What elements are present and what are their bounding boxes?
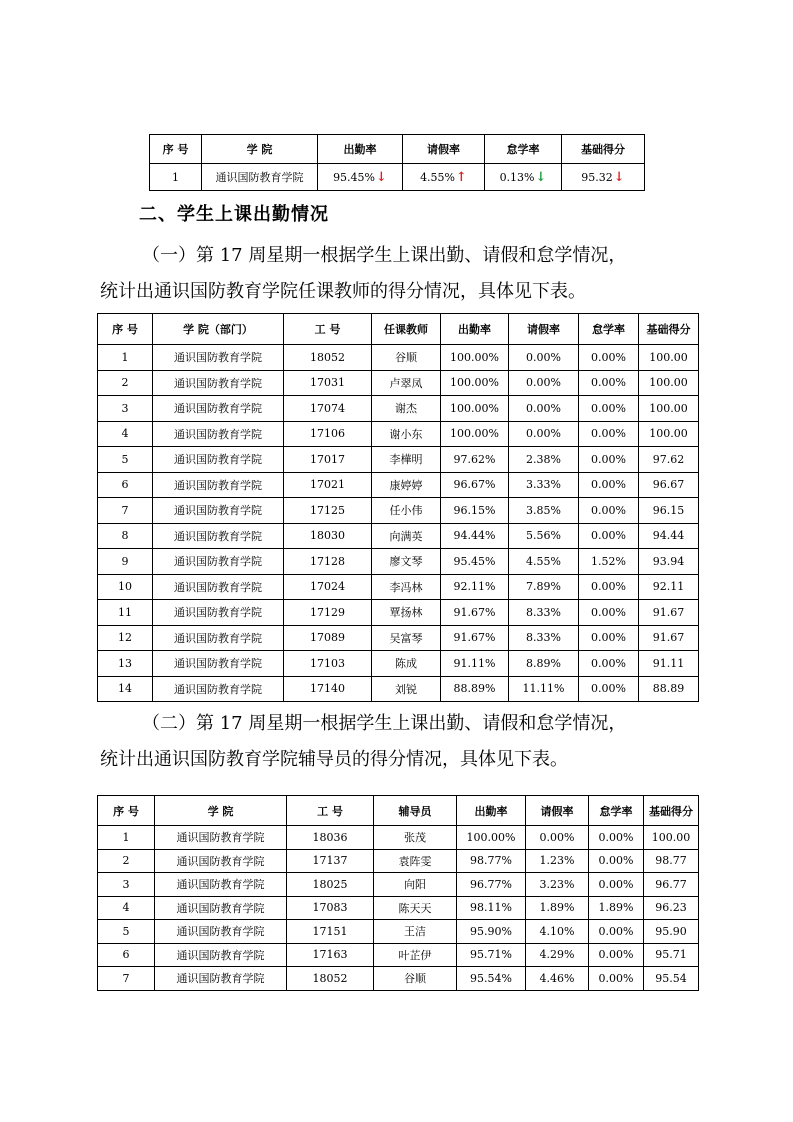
header-no: 序 号 xyxy=(98,796,155,826)
table-cell: 0.00% xyxy=(579,370,639,396)
table-cell: 17125 xyxy=(284,498,372,524)
table-cell: 0.00% xyxy=(509,345,579,371)
table-cell: 向阳 xyxy=(374,873,457,897)
arrow-down-icon: ↓ xyxy=(613,169,625,185)
table-row xyxy=(98,421,699,447)
summary-row xyxy=(150,164,645,191)
table-cell: 95.71% xyxy=(457,943,526,967)
table-cell: 17017 xyxy=(284,447,372,473)
table-cell: 9 xyxy=(98,549,153,575)
table-cell: 4 xyxy=(98,896,155,920)
table-row xyxy=(98,345,699,371)
table-cell: 1.52% xyxy=(579,549,639,575)
header-idle: 怠学率 xyxy=(589,796,644,826)
table-cell: 康婷婷 xyxy=(372,472,441,498)
table-cell: 通识国防教育学院 xyxy=(155,967,287,991)
table-cell: 刘锐 xyxy=(372,676,441,702)
table-row xyxy=(98,849,699,873)
table-cell: 100.00% xyxy=(441,396,509,422)
table-cell: 17021 xyxy=(284,472,372,498)
table-cell: 谷顺 xyxy=(374,967,457,991)
table-cell: 通识国防教育学院 xyxy=(153,396,284,422)
table-cell: 0.00% xyxy=(589,920,644,944)
table-cell: 98.11% xyxy=(457,896,526,920)
table-row xyxy=(98,447,699,473)
header-score: 基础得分 xyxy=(639,314,699,345)
table-cell: 张茂 xyxy=(374,826,457,850)
table-cell: 17137 xyxy=(287,849,374,873)
table-cell: 通识国防教育学院 xyxy=(153,345,284,371)
table-cell: 96.67% xyxy=(441,472,509,498)
table-cell: 12 xyxy=(98,625,153,651)
header-no: 序 号 xyxy=(98,314,153,345)
table-cell: 100.00 xyxy=(639,396,699,422)
summary-leave-cell xyxy=(403,164,485,191)
table-cell: 92.11% xyxy=(441,574,509,600)
table-cell: 17163 xyxy=(287,943,374,967)
table-cell: 2 xyxy=(98,370,153,396)
table-cell: 95.90 xyxy=(644,920,699,944)
table-cell: 17128 xyxy=(284,549,372,575)
table-cell: 通识国防教育学院 xyxy=(155,896,287,920)
table-row xyxy=(98,549,699,575)
table-cell: 91.67% xyxy=(441,600,509,626)
header-college: 学 院（部门） xyxy=(153,314,284,345)
header-leave: 请假率 xyxy=(403,135,485,164)
table-cell: 18052 xyxy=(287,967,374,991)
table-cell: 91.11% xyxy=(441,651,509,677)
table-cell: 91.67% xyxy=(441,625,509,651)
table-cell: 通识国防教育学院 xyxy=(155,873,287,897)
header-attendance: 出勤率 xyxy=(441,314,509,345)
table-cell: 8 xyxy=(98,523,153,549)
table-cell: 谢小东 xyxy=(372,421,441,447)
table-cell: 通识国防教育学院 xyxy=(155,849,287,873)
table-cell: 14 xyxy=(98,676,153,702)
table-cell: 陈天天 xyxy=(374,896,457,920)
summary-attendance: 95.45% xyxy=(333,170,376,184)
table-cell: 3.33% xyxy=(509,472,579,498)
header-leave: 请假率 xyxy=(526,796,589,826)
summary-header-row xyxy=(150,135,645,164)
table-cell: 17103 xyxy=(284,651,372,677)
table-cell: 96.15 xyxy=(639,498,699,524)
table-cell: 0.00% xyxy=(589,849,644,873)
table-cell: 0.00% xyxy=(526,826,589,850)
table-cell: 4.29% xyxy=(526,943,589,967)
table-cell: 0.00% xyxy=(579,651,639,677)
table-cell: 13 xyxy=(98,651,153,677)
teacher-table xyxy=(97,313,699,702)
table-cell: 17129 xyxy=(284,600,372,626)
table-cell: 100.00 xyxy=(639,421,699,447)
table-cell: 5.56% xyxy=(509,523,579,549)
table-cell: 18052 xyxy=(284,345,372,371)
summary-leave: 4.55% xyxy=(420,170,456,184)
table-row xyxy=(98,920,699,944)
table-cell: 18030 xyxy=(284,523,372,549)
header-idle: 怠学率 xyxy=(579,314,639,345)
table-cell: 0.00% xyxy=(589,943,644,967)
table-row xyxy=(98,873,699,897)
table-cell: 1 xyxy=(98,826,155,850)
table-cell: 通识国防教育学院 xyxy=(155,920,287,944)
table-row xyxy=(98,967,699,991)
paragraph-line: （一）第 17 周星期一根据学生上课出勤、请假和怠学情况， xyxy=(142,245,627,266)
table-cell: 通识国防教育学院 xyxy=(155,943,287,967)
table-cell: 11.11% xyxy=(509,676,579,702)
summary-no: 1 xyxy=(150,164,202,191)
table-cell: 3.23% xyxy=(526,873,589,897)
section-heading: 二、学生上课出勤情况 xyxy=(139,204,329,225)
table-cell: 覃扬林 xyxy=(372,600,441,626)
table-cell: 3.85% xyxy=(509,498,579,524)
teacher-header-row xyxy=(98,314,699,345)
table-cell: 0.00% xyxy=(579,472,639,498)
table-cell: 95.71 xyxy=(644,943,699,967)
table-cell: 0.00% xyxy=(509,421,579,447)
table-row xyxy=(98,943,699,967)
table-cell: 0.00% xyxy=(579,574,639,600)
header-attendance: 出勤率 xyxy=(457,796,526,826)
table-cell: 17140 xyxy=(284,676,372,702)
table-cell: 通识国防教育学院 xyxy=(153,447,284,473)
table-cell: 94.44% xyxy=(441,523,509,549)
table-cell: 4 xyxy=(98,421,153,447)
header-counselor: 辅导员 xyxy=(374,796,457,826)
table-cell: 王洁 xyxy=(374,920,457,944)
table-cell: 通识国防教育学院 xyxy=(153,549,284,575)
table-cell: 1 xyxy=(98,345,153,371)
table-cell: 18025 xyxy=(287,873,374,897)
summary-attendance-cell xyxy=(318,164,403,191)
table-cell: 0.00% xyxy=(579,523,639,549)
table-cell: 17089 xyxy=(284,625,372,651)
table-cell: 92.11 xyxy=(639,574,699,600)
table-cell: 通识国防教育学院 xyxy=(153,651,284,677)
header-college: 学 院 xyxy=(202,135,318,164)
table-row xyxy=(98,600,699,626)
table-cell: 1.89% xyxy=(526,896,589,920)
table-cell: 卢翠凤 xyxy=(372,370,441,396)
table-cell: 通识国防教育学院 xyxy=(153,625,284,651)
table-row xyxy=(98,472,699,498)
table-cell: 6 xyxy=(98,943,155,967)
table-cell: 88.89% xyxy=(441,676,509,702)
table-cell: 100.00% xyxy=(457,826,526,850)
table-row xyxy=(98,896,699,920)
counselor-header-row xyxy=(98,796,699,826)
table-row xyxy=(98,625,699,651)
table-cell: 91.11 xyxy=(639,651,699,677)
table-cell: 10 xyxy=(98,574,153,600)
table-cell: 100.00 xyxy=(644,826,699,850)
table-cell: 91.67 xyxy=(639,600,699,626)
table-cell: 袁阵雯 xyxy=(374,849,457,873)
paragraph-line: （二）第 17 周星期一根据学生上课出勤、请假和怠学情况， xyxy=(142,713,627,734)
table-cell: 91.67 xyxy=(639,625,699,651)
table-cell: 0.00% xyxy=(589,826,644,850)
table-cell: 96.77% xyxy=(457,873,526,897)
table-cell: 0.00% xyxy=(579,345,639,371)
table-cell: 97.62 xyxy=(639,447,699,473)
paragraph-line: 统计出通识国防教育学院任课教师的得分情况，具体见下表。 xyxy=(100,281,586,302)
paragraph-counselors xyxy=(100,706,700,778)
header-staff-id: 工 号 xyxy=(284,314,372,345)
table-cell: 96.23 xyxy=(644,896,699,920)
table-cell: 95.54 xyxy=(644,967,699,991)
table-cell: 0.00% xyxy=(589,967,644,991)
table-cell: 11 xyxy=(98,600,153,626)
table-row xyxy=(98,523,699,549)
table-cell: 88.89 xyxy=(639,676,699,702)
table-cell: 李樺明 xyxy=(372,447,441,473)
table-cell: 17106 xyxy=(284,421,372,447)
table-cell: 4.46% xyxy=(526,967,589,991)
table-cell: 0.00% xyxy=(579,498,639,524)
header-leave: 请假率 xyxy=(509,314,579,345)
table-cell: 0.00% xyxy=(579,625,639,651)
summary-idle: 0.13% xyxy=(499,170,535,184)
table-cell: 李冯林 xyxy=(372,574,441,600)
header-college: 学 院 xyxy=(155,796,287,826)
header-idle: 怠学率 xyxy=(485,135,562,164)
table-cell: 通识国防教育学院 xyxy=(153,421,284,447)
arrow-down-icon: ↓ xyxy=(376,169,387,185)
table-cell: 吴富琴 xyxy=(372,625,441,651)
header-attendance: 出勤率 xyxy=(318,135,403,164)
table-cell: 96.67 xyxy=(639,472,699,498)
table-cell: 1.23% xyxy=(526,849,589,873)
table-cell: 通识国防教育学院 xyxy=(153,574,284,600)
table-cell: 廖文琴 xyxy=(372,549,441,575)
table-row xyxy=(98,651,699,677)
arrow-down-icon: ↓ xyxy=(535,169,547,185)
summary-score: 95.32 xyxy=(581,170,613,184)
summary-idle-cell xyxy=(485,164,562,191)
table-cell: 94.44 xyxy=(639,523,699,549)
table-row xyxy=(98,574,699,600)
table-cell: 5 xyxy=(98,920,155,944)
table-cell: 3 xyxy=(98,873,155,897)
table-cell: 8.33% xyxy=(509,625,579,651)
table-cell: 100.00% xyxy=(441,421,509,447)
table-cell: 17024 xyxy=(284,574,372,600)
table-cell: 97.62% xyxy=(441,447,509,473)
table-cell: 100.00 xyxy=(639,370,699,396)
table-cell: 95.45% xyxy=(441,549,509,575)
table-cell: 100.00 xyxy=(639,345,699,371)
table-cell: 98.77 xyxy=(644,849,699,873)
table-cell: 17031 xyxy=(284,370,372,396)
summary-score-cell xyxy=(562,164,645,191)
paragraph-line: 统计出通识国防教育学院辅导员的得分情况，具体见下表。 xyxy=(100,749,568,770)
table-cell: 通识国防教育学院 xyxy=(153,523,284,549)
paragraph-teachers xyxy=(100,238,700,310)
summary-table xyxy=(149,134,645,191)
table-cell: 17074 xyxy=(284,396,372,422)
arrow-up-icon: ↑ xyxy=(456,169,467,185)
table-cell: 4.10% xyxy=(526,920,589,944)
table-cell: 7 xyxy=(98,498,153,524)
table-cell: 通识国防教育学院 xyxy=(153,498,284,524)
table-cell: 谢杰 xyxy=(372,396,441,422)
table-cell: 17151 xyxy=(287,920,374,944)
table-cell: 通识国防教育学院 xyxy=(153,370,284,396)
table-cell: 7 xyxy=(98,967,155,991)
table-cell: 0.00% xyxy=(579,421,639,447)
summary-college: 通识国防教育学院 xyxy=(202,164,318,191)
table-cell: 通识国防教育学院 xyxy=(153,676,284,702)
table-cell: 95.90% xyxy=(457,920,526,944)
table-cell: 0.00% xyxy=(509,370,579,396)
table-cell: 2 xyxy=(98,849,155,873)
table-cell: 96.77 xyxy=(644,873,699,897)
table-cell: 2.38% xyxy=(509,447,579,473)
header-score: 基础得分 xyxy=(644,796,699,826)
header-score: 基础得分 xyxy=(562,135,645,164)
table-cell: 5 xyxy=(98,447,153,473)
table-cell: 7.89% xyxy=(509,574,579,600)
table-cell: 4.55% xyxy=(509,549,579,575)
table-row xyxy=(98,396,699,422)
table-row xyxy=(98,370,699,396)
table-cell: 0.00% xyxy=(589,873,644,897)
table-cell: 98.77% xyxy=(457,849,526,873)
table-cell: 8.89% xyxy=(509,651,579,677)
counselor-table xyxy=(97,795,699,991)
table-cell: 0.00% xyxy=(579,676,639,702)
table-cell: 100.00% xyxy=(441,345,509,371)
table-cell: 任小伟 xyxy=(372,498,441,524)
table-cell: 通识国防教育学院 xyxy=(155,826,287,850)
table-cell: 通识国防教育学院 xyxy=(153,472,284,498)
table-cell: 叶芷伊 xyxy=(374,943,457,967)
table-cell: 谷顺 xyxy=(372,345,441,371)
table-cell: 8.33% xyxy=(509,600,579,626)
table-cell: 3 xyxy=(98,396,153,422)
table-cell: 0.00% xyxy=(579,396,639,422)
table-cell: 向满英 xyxy=(372,523,441,549)
header-teacher: 任课教师 xyxy=(372,314,441,345)
table-cell: 0.00% xyxy=(579,447,639,473)
table-cell: 1.89% xyxy=(589,896,644,920)
table-cell: 0.00% xyxy=(509,396,579,422)
table-row xyxy=(98,676,699,702)
table-cell: 0.00% xyxy=(579,600,639,626)
header-staff-id: 工 号 xyxy=(287,796,374,826)
table-row xyxy=(98,826,699,850)
table-cell: 93.94 xyxy=(639,549,699,575)
table-cell: 陈成 xyxy=(372,651,441,677)
table-cell: 17083 xyxy=(287,896,374,920)
table-cell: 通识国防教育学院 xyxy=(153,600,284,626)
table-cell: 100.00% xyxy=(441,370,509,396)
table-row xyxy=(98,498,699,524)
table-cell: 18036 xyxy=(287,826,374,850)
header-no: 序 号 xyxy=(150,135,202,164)
table-cell: 6 xyxy=(98,472,153,498)
table-cell: 95.54% xyxy=(457,967,526,991)
table-cell: 96.15% xyxy=(441,498,509,524)
